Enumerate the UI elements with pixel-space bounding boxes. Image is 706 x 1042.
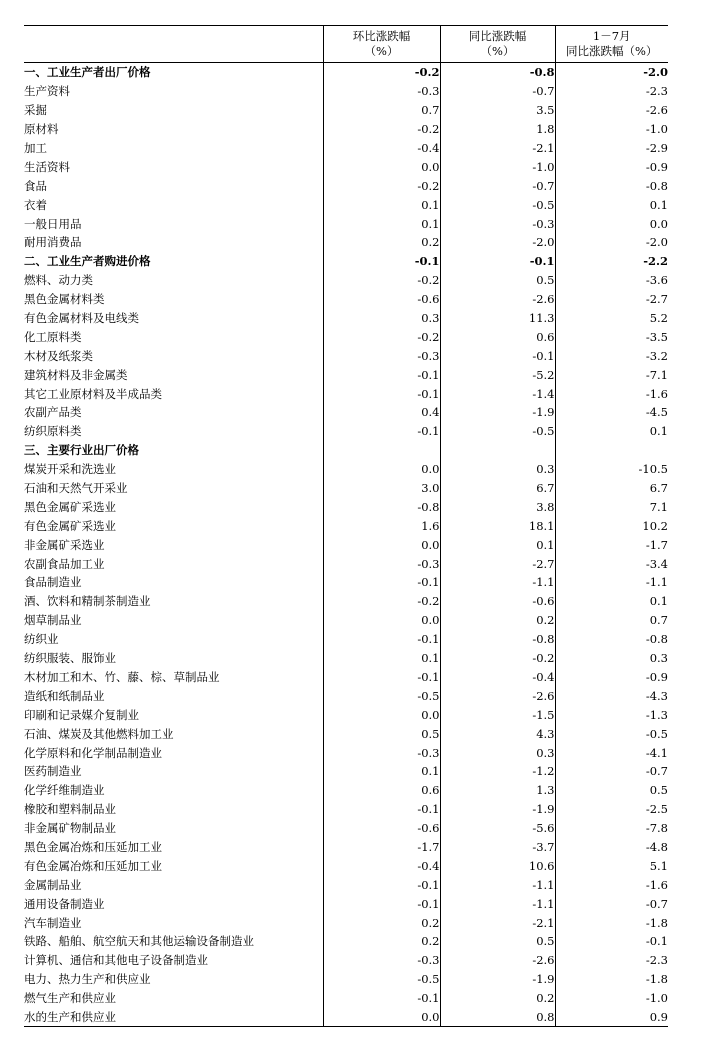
row-label: 农副食品加工业	[24, 556, 105, 571]
cell-mom: -0.1	[323, 573, 440, 592]
cell-mom: 0.0	[323, 460, 440, 479]
cell-ytd: -0.1	[555, 932, 668, 951]
cell-ytd: 5.1	[555, 856, 668, 875]
cell-yoy: -5.6	[440, 819, 555, 838]
cell-yoy: -1.9	[440, 800, 555, 819]
cell-mom: 3.0	[323, 479, 440, 498]
cell-ytd: -1.0	[555, 120, 668, 139]
cell-yoy: 0.2	[440, 989, 555, 1008]
cell-ytd: -0.5	[555, 724, 668, 743]
cell-mom: -0.1	[323, 365, 440, 384]
cell-mom: -0.3	[323, 346, 440, 365]
cell-yoy: 0.8	[440, 1008, 555, 1027]
cell-ytd: -1.3	[555, 705, 668, 724]
cell-ytd: 6.7	[555, 479, 668, 498]
table-row	[24, 668, 668, 687]
row-label: 耐用消费品	[24, 235, 82, 250]
row-label: 汽车制造业	[24, 915, 82, 930]
cell-ytd: -10.5	[555, 460, 668, 479]
table-row	[24, 535, 668, 554]
row-label: 酒、饮料和精制茶制造业	[24, 594, 151, 609]
row-label: 纺织业	[24, 632, 59, 647]
cell-yoy: -1.0	[440, 157, 555, 176]
table-row	[24, 101, 668, 120]
row-label: 有色金属冶炼和压延加工业	[24, 858, 162, 873]
cell-ytd: -4.1	[555, 743, 668, 762]
cell-mom: -0.1	[323, 384, 440, 403]
cell-ytd: 0.3	[555, 649, 668, 668]
cell-mom: -0.2	[323, 63, 440, 82]
row-label: 烟草制品业	[24, 613, 82, 628]
cell-yoy: -1.4	[440, 384, 555, 403]
cell-ytd: -2.0	[555, 233, 668, 252]
cell-yoy: -1.1	[440, 573, 555, 592]
cell-ytd: 0.1	[555, 592, 668, 611]
row-label: 黑色金属冶炼和压延加工业	[24, 839, 162, 854]
row-label: 非金属矿物制品业	[24, 821, 116, 836]
cell-ytd: -0.9	[555, 668, 668, 687]
cell-ytd: -2.3	[555, 82, 668, 101]
row-label: 水的生产和供应业	[24, 1008, 323, 1027]
cell-ytd: -2.3	[555, 951, 668, 970]
row-label: 煤炭开采和洗选业	[24, 462, 116, 477]
cell-ytd: 5.2	[555, 309, 668, 328]
row-label: 生活资料	[24, 159, 70, 174]
cell-mom: 0.4	[323, 403, 440, 422]
cell-yoy: -1.2	[440, 762, 555, 781]
row-label: 建筑材料及非金属类	[24, 367, 128, 382]
row-label: 通用设备制造业	[24, 896, 105, 911]
cell-yoy: 1.3	[440, 781, 555, 800]
cell-yoy: -1.9	[440, 970, 555, 989]
header-row	[24, 26, 668, 63]
cell-ytd: -1.0	[555, 989, 668, 1008]
table-row	[24, 214, 668, 233]
cell-yoy: -0.8	[440, 63, 555, 82]
cell-mom: -0.8	[323, 497, 440, 516]
cell-mom: 0.5	[323, 724, 440, 743]
cell-ytd: -1.8	[555, 913, 668, 932]
table-row	[24, 970, 668, 989]
row-label: 石油和天然气开采业	[24, 481, 128, 496]
cell-yoy: 1.8	[440, 120, 555, 139]
row-label: 非金属矿采选业	[24, 537, 105, 552]
header-blank-cell	[24, 26, 323, 63]
cell-yoy: -0.6	[440, 592, 555, 611]
cell-yoy: 11.3	[440, 309, 555, 328]
cell-mom: -0.1	[323, 252, 440, 271]
row-label: 食品	[24, 178, 47, 193]
row-label: 铁路、船舶、航空航天和其他运输设备制造业	[24, 934, 254, 949]
cell-yoy: 3.5	[440, 101, 555, 120]
cell-yoy: 0.2	[440, 611, 555, 630]
table-row	[24, 139, 668, 158]
cell-ytd: -4.3	[555, 686, 668, 705]
table-row	[24, 271, 668, 290]
cell-ytd: -3.6	[555, 271, 668, 290]
cell-mom: -0.5	[323, 686, 440, 705]
table-row	[24, 951, 668, 970]
cell-mom: -0.3	[323, 554, 440, 573]
table-row	[24, 479, 668, 498]
cell-mom: 0.2	[323, 932, 440, 951]
row-label: 二、工业生产者购进价格	[24, 254, 151, 269]
row-label: 医药制造业	[24, 764, 82, 779]
table-row	[24, 838, 668, 857]
cell-mom: -0.1	[323, 875, 440, 894]
row-label: 造纸和纸制品业	[24, 688, 105, 703]
table-row	[24, 422, 668, 441]
cell-yoy: -0.5	[440, 195, 555, 214]
table-row	[24, 233, 668, 252]
cell-ytd: 0.7	[555, 611, 668, 630]
table-row	[24, 592, 668, 611]
cell-yoy: -0.7	[440, 176, 555, 195]
table-row	[24, 309, 668, 328]
table-row	[24, 497, 668, 516]
cell-ytd: -0.7	[555, 894, 668, 913]
table-row	[24, 894, 668, 913]
table-row	[24, 762, 668, 781]
cell-ytd: -7.1	[555, 365, 668, 384]
cell-mom: 0.6	[323, 781, 440, 800]
cell-mom: -0.2	[323, 120, 440, 139]
table-row	[24, 403, 668, 422]
cell-ytd: -1.1	[555, 573, 668, 592]
cell-mom: -0.4	[323, 856, 440, 875]
row-label: 木材加工和木、竹、藤、棕、草制品业	[24, 669, 220, 684]
cell-mom: -0.1	[323, 989, 440, 1008]
cell-mom: 0.0	[323, 705, 440, 724]
cell-mom: -1.7	[323, 838, 440, 857]
cell-ytd: 0.5	[555, 781, 668, 800]
cell-ytd: -1.8	[555, 970, 668, 989]
cell-ytd: -2.7	[555, 290, 668, 309]
table-row	[24, 365, 668, 384]
cell-ytd: -0.8	[555, 630, 668, 649]
cell-mom	[323, 441, 440, 460]
cell-ytd: -2.9	[555, 139, 668, 158]
cell-yoy: -1.9	[440, 403, 555, 422]
cell-ytd: -3.2	[555, 346, 668, 365]
cell-ytd: -0.7	[555, 762, 668, 781]
cell-yoy	[440, 441, 555, 460]
table-row	[24, 384, 668, 403]
row-label: 衣着	[24, 197, 47, 212]
row-label: 石油、煤炭及其他燃料加工业	[24, 726, 174, 741]
cell-mom: -0.1	[323, 800, 440, 819]
header-mom-unit: （%）	[364, 44, 399, 58]
table-row	[24, 176, 668, 195]
cell-mom: -0.1	[323, 894, 440, 913]
table-row	[24, 1008, 668, 1027]
cell-mom: -0.2	[323, 271, 440, 290]
table-row	[24, 989, 668, 1008]
cell-ytd: -1.6	[555, 875, 668, 894]
cell-yoy: -0.1	[440, 252, 555, 271]
cell-mom: 0.0	[323, 1008, 440, 1027]
table-row	[24, 157, 668, 176]
table-body	[24, 63, 668, 1027]
row-label: 采掘	[24, 103, 47, 118]
cell-mom: 0.1	[323, 214, 440, 233]
row-label: 加工	[24, 141, 47, 155]
row-label: 燃气生产和供应业	[24, 991, 116, 1006]
cell-yoy: -0.2	[440, 649, 555, 668]
cell-yoy: 0.5	[440, 932, 555, 951]
cell-yoy: -2.1	[440, 139, 555, 158]
cell-yoy: -2.6	[440, 686, 555, 705]
row-label: 计算机、通信和其他电子设备制造业	[24, 953, 208, 968]
table-row	[24, 346, 668, 365]
cell-ytd: -0.8	[555, 176, 668, 195]
table-row	[24, 611, 668, 630]
table-row	[24, 252, 668, 271]
table-row	[24, 120, 668, 139]
table-row	[24, 516, 668, 535]
row-label: 其它工业原材料及半成品类	[24, 386, 162, 401]
table-row	[24, 573, 668, 592]
header-yoy	[440, 26, 555, 63]
cell-yoy: 0.1	[440, 535, 555, 554]
table-row	[24, 686, 668, 705]
header-ytd	[555, 26, 668, 63]
cell-mom: 0.0	[323, 611, 440, 630]
cell-mom: -0.3	[323, 743, 440, 762]
row-label: 金属制品业	[24, 877, 82, 892]
row-label: 木材及纸浆类	[24, 348, 93, 363]
header-yoy-title: 同比涨跌幅	[468, 29, 527, 43]
cell-mom: 0.1	[323, 195, 440, 214]
cell-mom: -0.5	[323, 970, 440, 989]
cell-mom: 0.1	[323, 649, 440, 668]
table-row	[24, 856, 668, 875]
cell-ytd	[555, 441, 668, 460]
cell-mom: -0.1	[323, 422, 440, 441]
table-row	[24, 913, 668, 932]
table-row	[24, 705, 668, 724]
header-ytd-title: 同比涨跌幅（%）	[566, 44, 658, 58]
cell-yoy: 0.5	[440, 271, 555, 290]
cell-ytd: -7.8	[555, 819, 668, 838]
cell-yoy: -2.7	[440, 554, 555, 573]
cell-ytd: 0.1	[555, 195, 668, 214]
row-label: 纺织原料类	[24, 424, 82, 439]
cell-yoy: 10.6	[440, 856, 555, 875]
table-row	[24, 819, 668, 838]
row-label: 电力、热力生产和供应业	[24, 972, 151, 987]
cell-yoy: -0.3	[440, 214, 555, 233]
cell-mom: 0.1	[323, 762, 440, 781]
cell-yoy: -1.1	[440, 875, 555, 894]
row-label: 有色金属材料及电线类	[24, 311, 139, 326]
cell-ytd: -0.9	[555, 157, 668, 176]
cell-yoy: -2.6	[440, 951, 555, 970]
table-row	[24, 724, 668, 743]
cell-ytd: -4.5	[555, 403, 668, 422]
cell-yoy: -5.2	[440, 365, 555, 384]
table-header	[24, 26, 668, 63]
cell-ytd: -3.5	[555, 327, 668, 346]
cell-yoy: 3.8	[440, 497, 555, 516]
table-row	[24, 327, 668, 346]
cell-ytd: 0.1	[555, 422, 668, 441]
cell-mom: 0.2	[323, 913, 440, 932]
table-row	[24, 82, 668, 101]
ppi-table	[24, 25, 668, 1027]
table-row	[24, 781, 668, 800]
table-row	[24, 290, 668, 309]
cell-ytd: -1.6	[555, 384, 668, 403]
table-row	[24, 441, 668, 460]
cell-yoy: -1.5	[440, 705, 555, 724]
table-row	[24, 630, 668, 649]
cell-yoy: 0.3	[440, 460, 555, 479]
table-row	[24, 875, 668, 894]
table-row	[24, 800, 668, 819]
table-row	[24, 195, 668, 214]
row-label: 燃料、动力类	[24, 273, 93, 288]
row-label: 化工原料类	[24, 329, 82, 344]
row-label: 印刷和记录媒介复制业	[24, 707, 139, 722]
table-row	[24, 460, 668, 479]
cell-mom: -0.2	[323, 176, 440, 195]
cell-yoy: -1.1	[440, 894, 555, 913]
row-label: 橡胶和塑料制品业	[24, 802, 116, 817]
cell-mom: 0.0	[323, 157, 440, 176]
header-mom-title: 环比涨跌幅	[352, 29, 411, 43]
header-yoy-unit: （%）	[480, 44, 515, 58]
cell-ytd: -3.4	[555, 554, 668, 573]
row-label: 纺织服装、服饰业	[24, 651, 116, 666]
cell-yoy: -0.8	[440, 630, 555, 649]
row-label: 三、主要行业出厂价格	[24, 443, 139, 458]
row-label: 农副产品类	[24, 405, 82, 420]
cell-mom: -0.1	[323, 668, 440, 687]
row-label: 有色金属矿采选业	[24, 518, 116, 533]
table-row	[24, 743, 668, 762]
cell-ytd: 0.0	[555, 214, 668, 233]
cell-ytd: 0.9	[555, 1008, 668, 1027]
cell-mom: -0.4	[323, 139, 440, 158]
cell-ytd: -2.6	[555, 101, 668, 120]
cell-mom: -0.6	[323, 290, 440, 309]
cell-ytd: 7.1	[555, 497, 668, 516]
row-label: 生产资料	[24, 84, 70, 99]
cell-mom: -0.3	[323, 82, 440, 101]
table-row	[24, 649, 668, 668]
cell-yoy: -2.6	[440, 290, 555, 309]
cell-mom: 1.6	[323, 516, 440, 535]
table-row	[24, 932, 668, 951]
cell-mom: 0.2	[323, 233, 440, 252]
cell-yoy: 4.3	[440, 724, 555, 743]
row-label: 一般日用品	[24, 216, 82, 231]
row-label: 食品制造业	[24, 575, 82, 590]
row-label: 化学纤维制造业	[24, 783, 105, 798]
cell-yoy: -2.1	[440, 913, 555, 932]
row-label: 原材料	[24, 122, 59, 137]
table-row	[24, 63, 668, 82]
header-ytd-period: 1－7月	[592, 29, 631, 43]
row-label: 黑色金属矿采选业	[24, 499, 116, 514]
cell-yoy: 6.7	[440, 479, 555, 498]
cell-yoy: -2.0	[440, 233, 555, 252]
row-label: 化学原料和化学制品制造业	[24, 745, 162, 760]
cell-yoy: -0.4	[440, 668, 555, 687]
cell-yoy: -0.5	[440, 422, 555, 441]
cell-yoy: -0.7	[440, 82, 555, 101]
cell-ytd: -2.2	[555, 252, 668, 271]
row-label: 一、工业生产者出厂价格	[24, 65, 151, 80]
cell-ytd: -4.8	[555, 838, 668, 857]
row-label: 黑色金属材料类	[24, 292, 105, 307]
cell-yoy: 18.1	[440, 516, 555, 535]
cell-mom: 0.3	[323, 309, 440, 328]
cell-yoy: 0.6	[440, 327, 555, 346]
cell-mom: 0.7	[323, 101, 440, 120]
cell-mom: -0.2	[323, 327, 440, 346]
header-mom	[323, 26, 440, 63]
cell-mom: -0.1	[323, 630, 440, 649]
cell-ytd: -1.7	[555, 535, 668, 554]
cell-mom: -0.6	[323, 819, 440, 838]
table-row	[24, 554, 668, 573]
cell-yoy: -3.7	[440, 838, 555, 857]
cell-mom: 0.0	[323, 535, 440, 554]
cell-ytd: -2.0	[555, 63, 668, 82]
cell-yoy: -0.1	[440, 346, 555, 365]
cell-mom: -0.2	[323, 592, 440, 611]
cell-ytd: -2.5	[555, 800, 668, 819]
cell-yoy: 0.3	[440, 743, 555, 762]
cell-ytd: 10.2	[555, 516, 668, 535]
cell-mom: -0.3	[323, 951, 440, 970]
